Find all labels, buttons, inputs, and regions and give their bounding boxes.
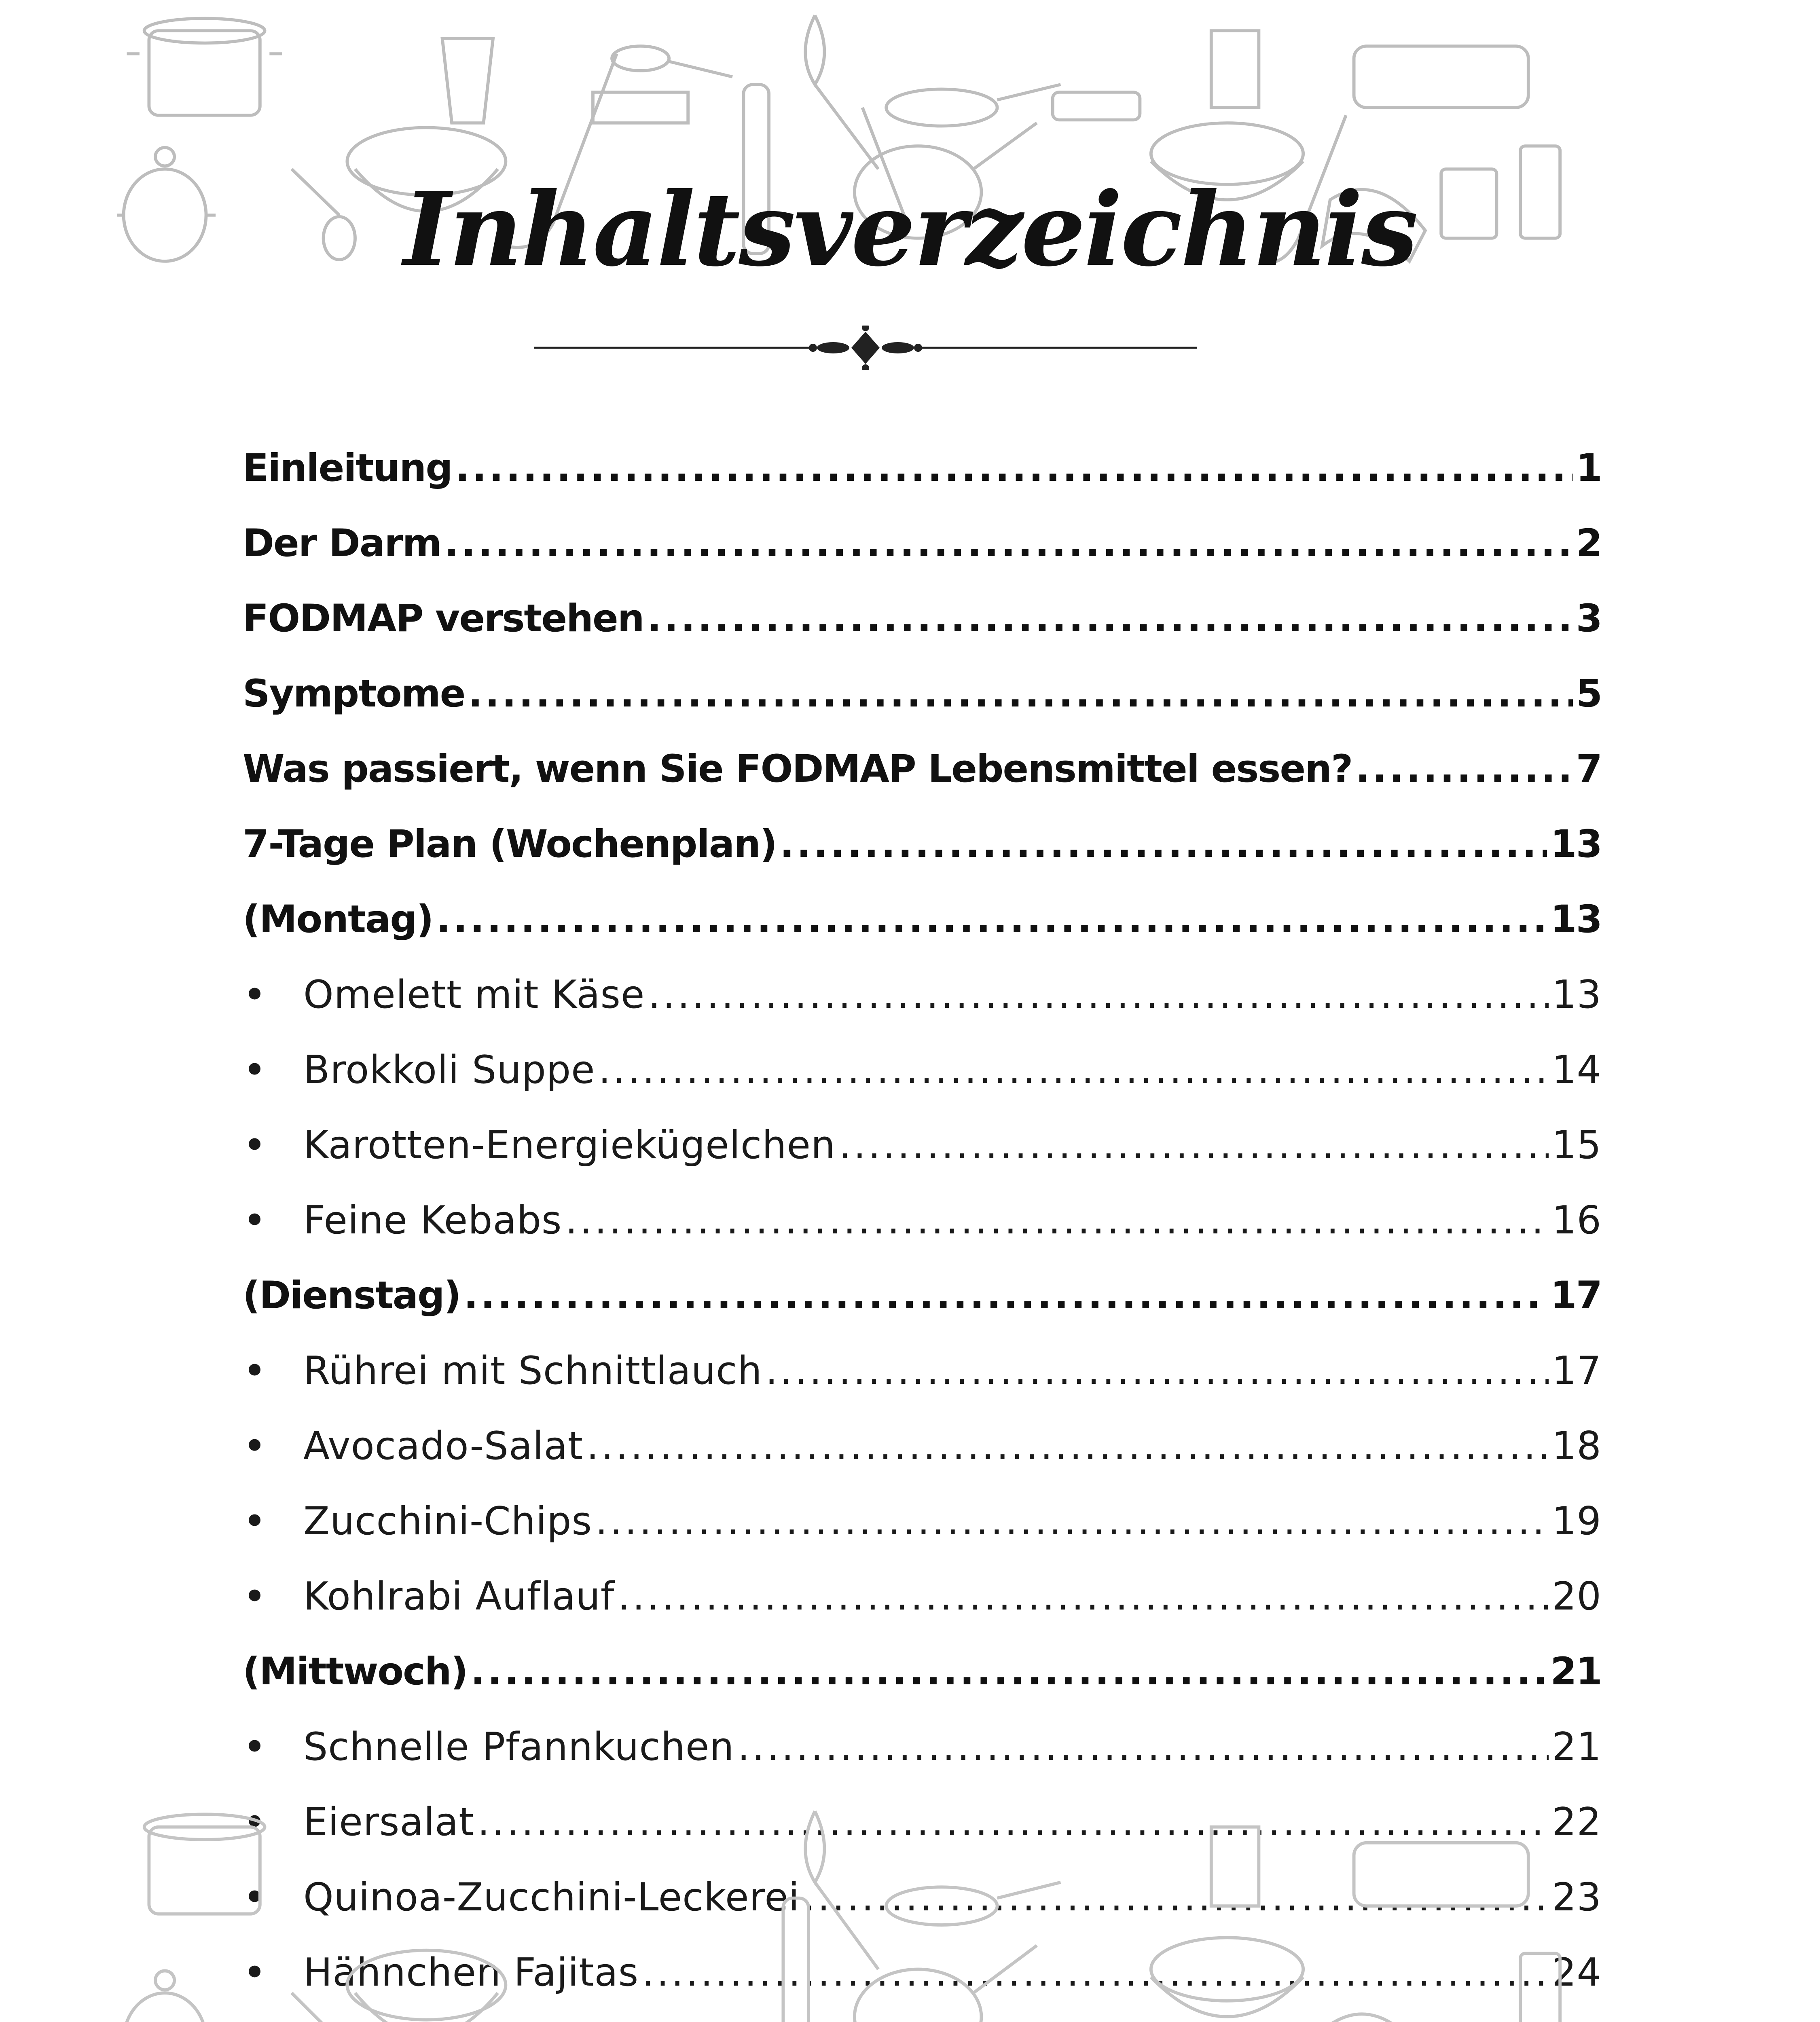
bullet-icon: • (243, 1197, 267, 1244)
toc-entry-page: 15 (1552, 1123, 1602, 1168)
skillet-icon (886, 85, 1060, 126)
toc-entry-label: Kohlrabi Auflauf (303, 1574, 615, 1619)
spoon-icon (612, 46, 732, 77)
grater-icon (1520, 1953, 1560, 2022)
toc-entry-page: 22 (1552, 1800, 1602, 1844)
toc-entry-page: 5 (1576, 672, 1602, 716)
bullet-icon: • (243, 971, 267, 1018)
toc-entry-page: 3 (1576, 596, 1602, 641)
dish-towel-icon (1322, 2014, 1425, 2022)
kitchen-utensils-illustration-bottom (117, 1787, 1703, 2022)
toc-entry-label: (Mittwoch) (243, 1650, 468, 1694)
toc-entry-page: 19 (1552, 1499, 1602, 1544)
toc-entry-symptome[interactable] (243, 656, 1602, 732)
toc-subentry-omelett[interactable] (243, 957, 1602, 1032)
toc-entry-page: 14 (1552, 1048, 1602, 1092)
toc-entry-label: Einleitung (243, 446, 452, 490)
bowl-icon (347, 1950, 506, 2022)
toc-entry-page: 20 (1552, 1574, 1602, 1619)
toc-entry-page: 21 (1552, 1725, 1602, 1769)
bullet-icon: • (243, 1798, 267, 1846)
toc-entry-page: 17 (1550, 1273, 1602, 1318)
toc-entry-label: Was passiert, wenn Sie FODMAP Lebensmittel essen? (243, 747, 1352, 791)
bullet-icon: • (243, 1723, 267, 1770)
toc-entry-label: FODMAP verstehen (243, 596, 644, 641)
grater-icon (593, 92, 688, 123)
toc-entry-label: Symptome (243, 672, 465, 716)
dot-leader (455, 431, 1573, 506)
dot-leader (463, 1258, 1547, 1333)
toc-entry-page: 13 (1552, 973, 1602, 1017)
toc-subentry-avocado-salat[interactable] (243, 1409, 1602, 1484)
toc-subentry-kohlrabi-auflauf[interactable] (243, 1559, 1602, 1634)
dot-leader (468, 656, 1572, 732)
toc-entry-label: Brokkoli Suppe (303, 1048, 595, 1092)
toc-entry-label: Karotten-Energiekügelchen (303, 1123, 836, 1168)
toc-entry-page: 18 (1552, 1424, 1602, 1468)
toc-entry-page: 24 (1552, 1950, 1602, 1995)
toc-entry-page: 2 (1576, 521, 1602, 565)
toc-subentry-zucchini-chips[interactable] (243, 1484, 1602, 1559)
toc-entry-label: Quinoa-Zucchini-Leckerei (303, 1875, 800, 1920)
dot-leader (436, 882, 1547, 957)
toc-entry-label: Zucchini-Chips (303, 1499, 592, 1544)
jug-icon (1211, 1827, 1259, 1906)
toc-subentry-brokkoli-suppe[interactable] (243, 1032, 1602, 1108)
toc-entry-label: (Montag) (243, 897, 433, 941)
dot-leader (839, 1108, 1549, 1183)
toc-entry-label: 7-Tage Plan (Wochenplan) (243, 822, 777, 866)
toc-entry-label: (Dienstag) (243, 1273, 461, 1318)
toc-entry-page: 17 (1552, 1349, 1602, 1393)
title-divider-ornament (534, 326, 1197, 370)
whisk-icon (805, 15, 878, 169)
toc-entry-label: Der Darm (243, 521, 441, 565)
toc-entry-fodmap-verstehen[interactable] (243, 581, 1602, 656)
dot-leader (618, 1559, 1549, 1634)
toc-subentry-karotten[interactable] (243, 1108, 1602, 1183)
dot-leader (648, 957, 1549, 1032)
rolling-pin-icon (783, 1898, 808, 2022)
bullet-icon: • (243, 1573, 267, 1620)
slotted-spoon-icon (292, 1993, 355, 2022)
toc-entry-page: 16 (1552, 1198, 1602, 1243)
dot-leader (444, 506, 1573, 581)
dot-leader (599, 1032, 1549, 1108)
skillet-icon (886, 1882, 1060, 1925)
bullet-icon: • (243, 1121, 267, 1169)
toc-entry-page: 13 (1550, 897, 1602, 941)
sugar-pot-icon (124, 1971, 206, 2022)
table-of-contents (243, 431, 1602, 2010)
toc-subentry-feine-kebabs[interactable] (243, 1183, 1602, 1258)
whisk-icon (694, 1811, 878, 2022)
toc-entry-label: Eiersalat (303, 1800, 474, 1844)
toc-entry-der-darm[interactable] (243, 506, 1602, 581)
cooking-pot-icon (127, 19, 282, 115)
dot-leader (738, 1709, 1549, 1785)
toc-entry-label: Hähnchen Fajitas (303, 1950, 639, 1995)
colander-icon (855, 1946, 1037, 2022)
toc-entry-7-tage-plan[interactable] (243, 807, 1602, 882)
dot-leader (766, 1333, 1549, 1409)
bullet-icon: • (243, 1497, 267, 1545)
springform-pan-icon (1354, 1843, 1528, 1906)
bullet-icon: • (243, 1422, 267, 1470)
page-title: Inhaltsverzeichnis (403, 170, 1417, 289)
dot-leader (471, 1634, 1547, 1709)
bullet-icon: • (243, 1949, 267, 1996)
dot-leader (1356, 732, 1573, 807)
bullet-icon: • (243, 1046, 267, 1093)
toc-entry-was-passiert[interactable] (243, 732, 1602, 807)
glass-icon (442, 38, 493, 123)
jug-icon (1211, 31, 1259, 108)
toc-entry-label: Omelett mit Käse (303, 973, 645, 1017)
springform-pan-icon (1354, 46, 1528, 108)
toc-entry-label: Rührei mit Schnittlauch (303, 1349, 762, 1393)
toc-entry-label: Schnelle Pfannkuchen (303, 1725, 734, 1769)
toc-entry-page: 23 (1552, 1875, 1602, 1920)
deep-bowl-icon (1151, 1937, 1303, 2016)
toc-entry-mittwoch[interactable] (243, 1634, 1602, 1709)
toc-entry-einleitung[interactable] (243, 431, 1602, 506)
dot-leader (647, 581, 1573, 656)
dot-leader (586, 1409, 1549, 1484)
dot-leader (565, 1183, 1549, 1258)
bullet-icon: • (243, 1874, 267, 1921)
toc-entry-label: Avocado-Salat (303, 1424, 584, 1468)
toc-entry-page: 13 (1550, 822, 1602, 866)
toc-entry-page: 1 (1576, 446, 1602, 490)
toc-entry-montag[interactable] (243, 882, 1602, 957)
cooking-pot-icon (144, 1814, 265, 1914)
toc-entry-label: Feine Kebabs (303, 1198, 562, 1243)
dot-leader (780, 807, 1547, 882)
toc-subentry-ruehrei[interactable] (243, 1333, 1602, 1409)
toc-entry-page: 21 (1550, 1650, 1602, 1694)
cutting-board-icon (1053, 92, 1140, 120)
toc-subentry-pfannkuchen[interactable] (243, 1709, 1602, 1785)
bullet-icon: • (243, 1347, 267, 1394)
toc-entry-page: 7 (1576, 747, 1602, 791)
dot-leader (595, 1484, 1549, 1559)
toc-entry-dienstag[interactable] (243, 1258, 1602, 1333)
